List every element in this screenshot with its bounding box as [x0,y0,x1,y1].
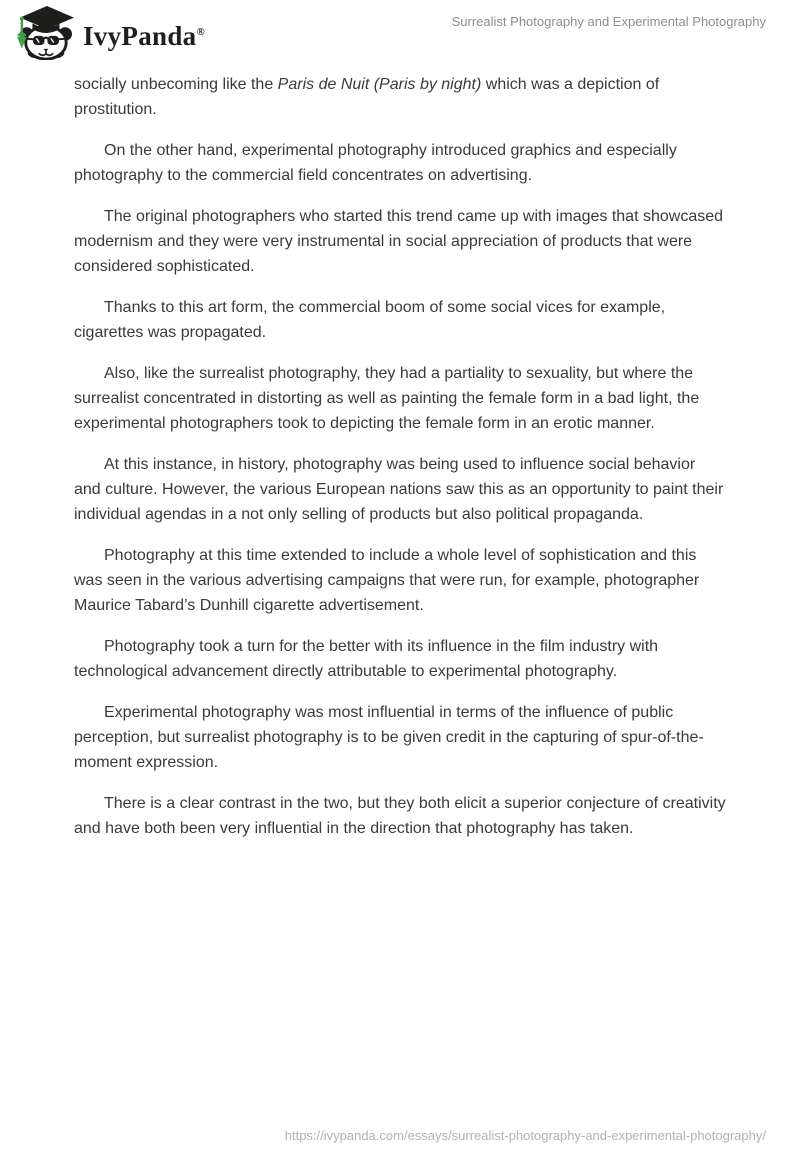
paragraph-9: Experimental photography was most influential in terms of the influence of public perception, but surrealist photography is to be given credit in the capturing of spur-of-the-moment expression. [74,704,704,771]
essay-body [74,72,726,857]
paragraph-3: The original photographers who started this trend came up with images that showcased modernism and they were very instrumental in social appreciation of products that were considered sophisticated. [74,208,724,275]
paragraph-8: Photography took a turn for the better with its influence in the film industry with technological advancement directly attributable to experimental photography. [74,638,659,680]
brand[interactable] [14,6,205,60]
registered-trademark: ® [196,25,205,38]
paragraph-10: There is a clear contrast in the two, but they both elicit a superior conjecture of creativity and have both been very influential in the direction that photography has taken. [74,795,726,837]
brand-name [83,17,205,50]
paragraph-7: Photography at this time extended to include a whole level of sophistication and this was seen in the various advertising campaigns that were run, for example, photographer Maurice Tabard’s Dunhill cigarette advertisement. [74,547,700,614]
paragraph-1-italic: Paris de Nuit (Paris by night) [277,76,482,93]
paragraph-5: Also, like the surrealist photography, they had a partiality to sexuality, but where the surrealist concentrated in distorting as well as painting the female form in a bad light, the experimental photographers took to depicting the female form in an erotic manner. [74,365,700,432]
paragraph-1 [74,72,726,122]
source-url[interactable]: https://ivypanda.com/essays/surrealist-photography-and-experimental-photography/ [284,1128,766,1143]
paragraph-1-pre: socially unbecoming like the [74,76,278,93]
ivypanda-logo-icon [14,6,76,60]
paragraph-4: Thanks to this art form, the commercial boom of some social vices for example, cigarettes was propagated. [74,299,666,341]
running-header-title: Surrealist Photography and Experimental Photography [451,14,766,29]
paragraph-2: On the other hand, experimental photography introduced graphics and especially photography to the commercial field concentrates on advertising. [74,142,677,184]
paragraph-1-post: which was a depiction of prostitution. [74,76,660,118]
brand-name-text: IvyPanda [83,20,197,51]
paragraph-6: At this instance, in history, photography was being used to influence social behavior and culture. However, the various European nations saw this as an opportunity to paint their individual agendas in a not only selling of products but also political propaganda. [74,456,724,523]
page-footer [285,1128,766,1143]
